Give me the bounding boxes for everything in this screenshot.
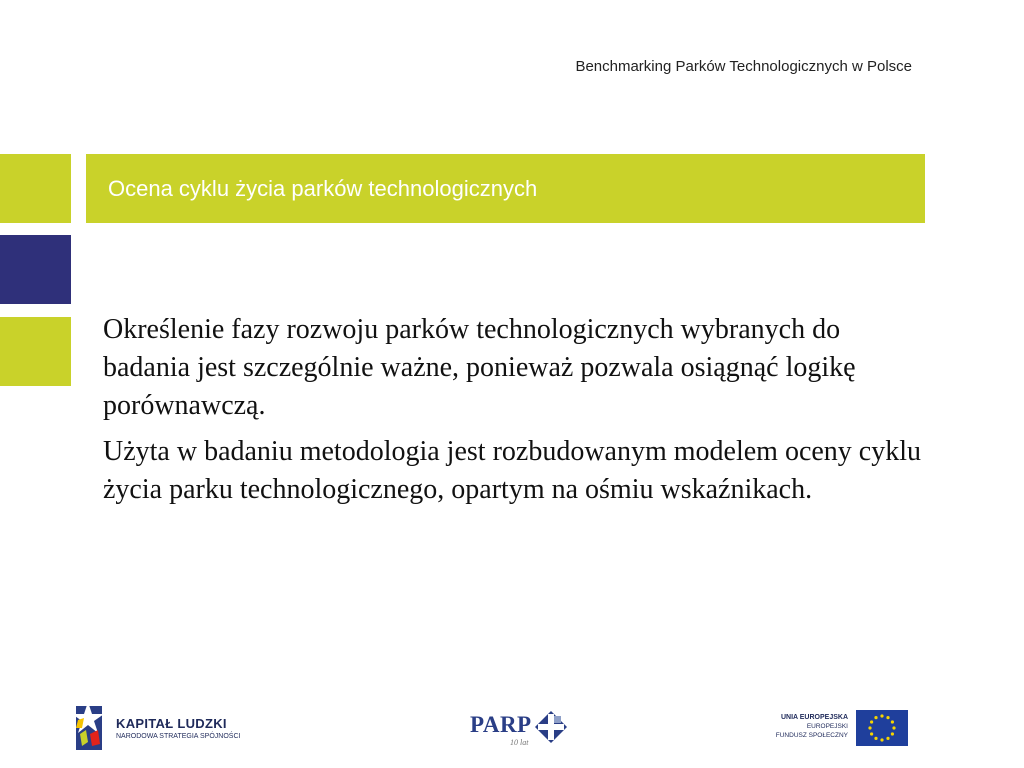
body-paragraph-2: Użyta w badaniu metodologia jest rozbudowanym modelem oceny cyklu życia parku technologicznego, opartym na ośmiu wskaźnikach. xyxy=(103,436,922,505)
presentation-header: Benchmarking Parków Technologicznych w Polsce xyxy=(575,58,912,75)
kapital-ludzki-title: KAPITAŁ LUDZKI xyxy=(116,716,227,731)
kapital-ludzki-logo xyxy=(74,700,244,756)
parp-logo xyxy=(470,706,570,752)
kapital-ludzki-star-icon xyxy=(74,700,110,752)
parp-name: PARP xyxy=(470,712,532,737)
slide-body xyxy=(103,311,923,517)
decorative-block-green-bottom xyxy=(0,317,71,386)
decorative-block-green-top xyxy=(0,154,71,223)
eu-line-3: FUNDUSZ SPOŁECZNY xyxy=(775,732,848,739)
body-paragraph-1: Określenie fazy rozwoju parków technologicznych wybranych do badania jest szczególnie ważne, ponieważ pozwala osiągnąć logikę porównawczą. xyxy=(103,314,856,421)
eu-line-1: UNIA EUROPEJSKA xyxy=(780,714,848,721)
parp-diamond-icon xyxy=(534,710,568,744)
kapital-ludzki-subtitle: NARODOWA STRATEGIA SPÓJNOŚCI xyxy=(116,733,241,740)
decorative-block-navy xyxy=(0,235,71,304)
slide-title: Ocena cyklu życia parków technologicznych xyxy=(108,175,538,201)
slide-title-bar xyxy=(86,154,925,223)
eu-flag-icon xyxy=(856,710,908,746)
eu-social-fund-logo xyxy=(776,710,908,746)
eu-line-2: EUROPEJSKI xyxy=(806,723,848,730)
parp-tagline: 10 lat xyxy=(510,738,529,747)
eu-text-block xyxy=(776,713,848,740)
